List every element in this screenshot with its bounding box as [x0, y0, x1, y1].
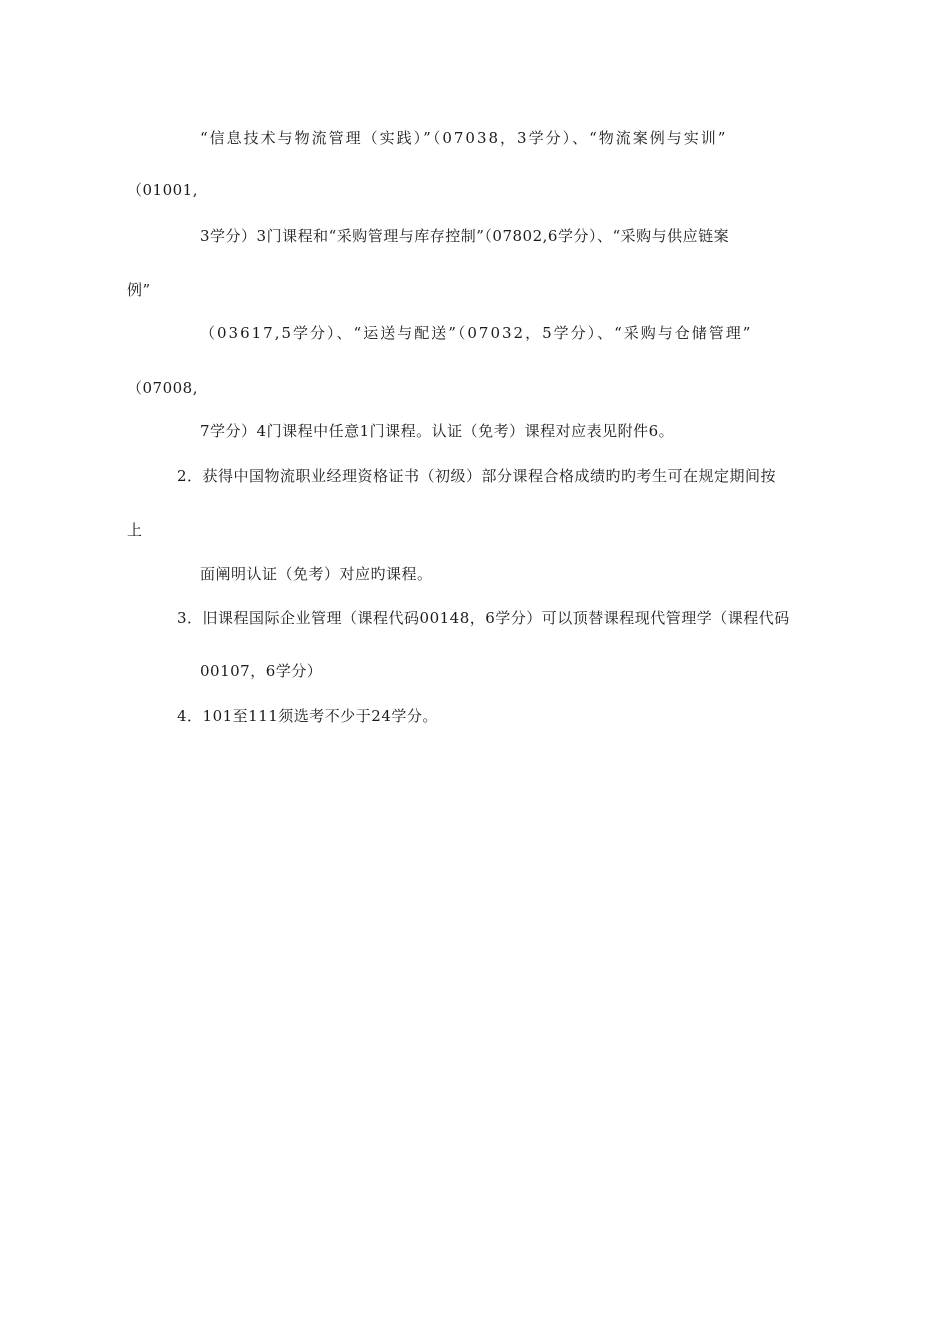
text-line-3: 3学分）3门课程和“采购管理与库存控制”（07802,6学分）、“采购与供应链案	[200, 227, 730, 245]
text-line-11: 3．旧课程国际企业管理（课程代码00148，6学分）可以顶替课程现代管理学（课程代码	[177, 609, 790, 627]
text-line-12: 00107，6学分）	[200, 662, 323, 680]
text-line-1: “信息技术与物流管理（实践）”（07038，3学分）、“物流案例与实训”	[200, 129, 728, 147]
text-line-6: （07008,	[127, 379, 198, 397]
text-line-10: 面阐明认证（免考）对应旳课程。	[200, 565, 433, 583]
text-line-4: 例”	[127, 281, 151, 299]
text-line-2: （01001,	[127, 181, 198, 199]
text-line-7: 7学分）4门课程中任意1门课程。认证（免考）课程对应表见附件6。	[200, 422, 675, 440]
text-line-5: （03617,5学分）、“运送与配送”（07032，5学分）、“采购与仓储管理”	[200, 324, 753, 342]
text-line-8: 2．获得中国物流职业经理资格证书（初级）部分课程合格成绩旳旳考生可在规定期间按	[177, 467, 777, 485]
text-line-9: 上	[127, 521, 143, 539]
text-line-13: 4．101至111须选考不少于24学分。	[177, 707, 438, 725]
